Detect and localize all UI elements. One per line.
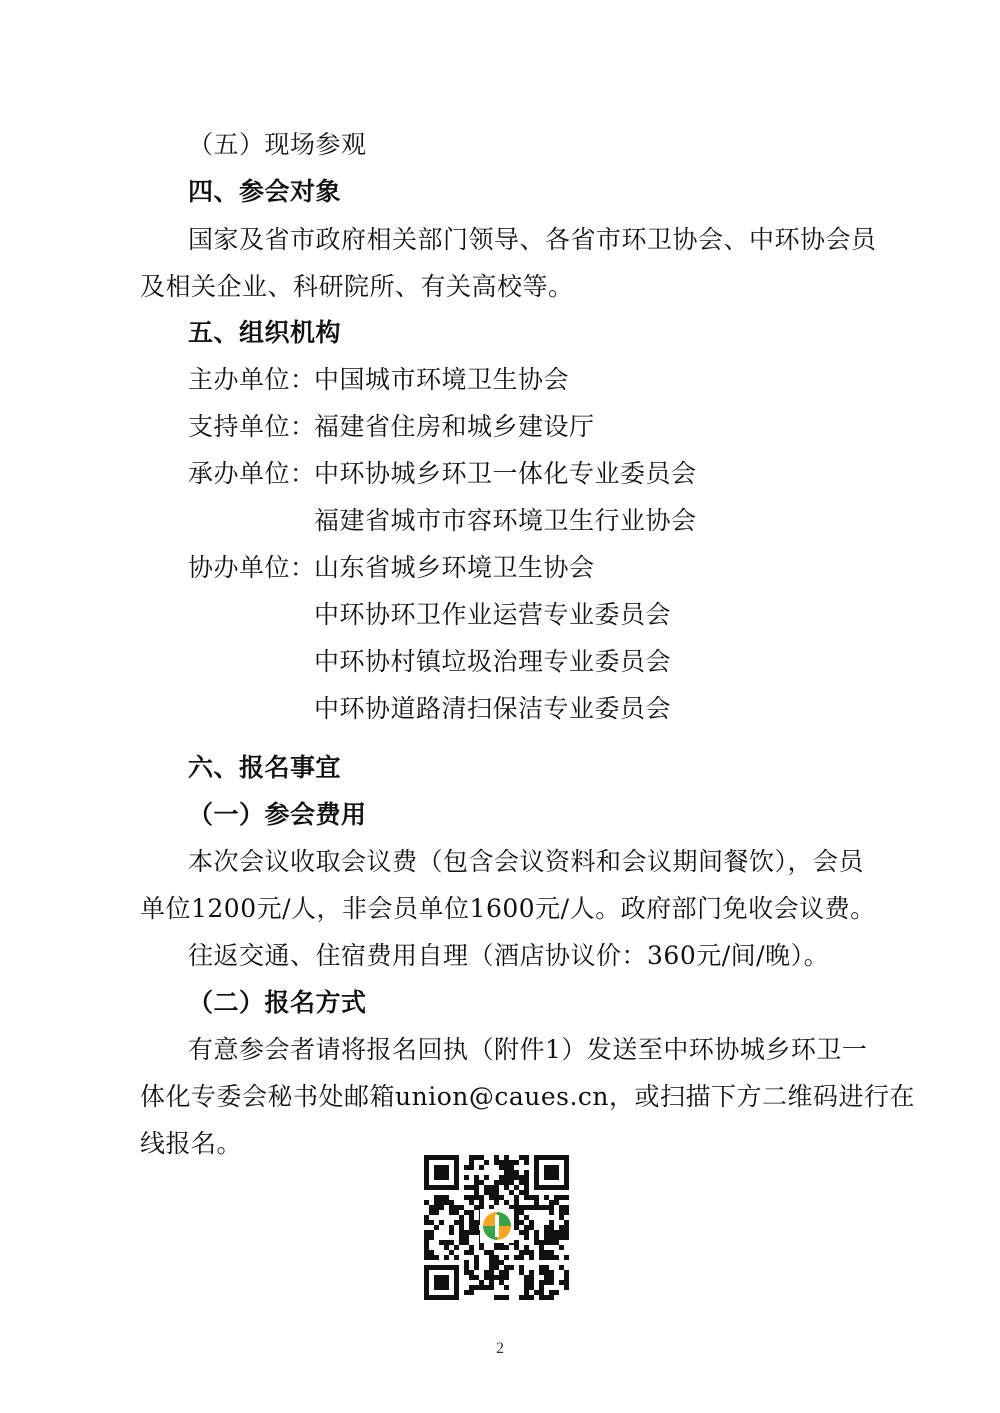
org-co-organizer-4: 中环协道路清扫保洁专业委员会 [314, 694, 672, 723]
org-host-label: 主办单位： [188, 365, 316, 394]
paragraph-fees-line1: 本次会议收取会议费（包含会议资料和会议期间餐饮），会员 [188, 847, 865, 876]
qr-code-icon[interactable] [422, 1153, 572, 1301]
paragraph-participants-line2: 及相关企业、科研院所、有关高校等。 [140, 272, 574, 301]
subsection-registration-method: （二）报名方式 [188, 988, 367, 1017]
org-co-organizer-2: 中环协环卫作业运营专业委员会 [314, 600, 672, 629]
org-host: 中国城市环境卫生协会 [314, 365, 570, 394]
paragraph-fees-line2: 单位1200元/人，非会员单位1600元/人。政府部门免收会议费。 [140, 894, 876, 923]
org-organizer-1: 中环协城乡环卫一体化专业委员会 [314, 459, 697, 488]
paragraph-registration-line2: 体化专委会秘书处邮箱union@caues.cn，或扫描下方二维码进行在 [140, 1082, 916, 1111]
org-co-organizer-1: 山东省城乡环境卫生协会 [314, 553, 595, 582]
paragraph-registration-line1: 有意参会者请将报名回执（附件1）发送至中环协城乡环卫一 [188, 1035, 868, 1064]
org-organizer-2: 福建省城市市容环境卫生行业协会 [314, 506, 697, 535]
heading-participants: 四、参会对象 [188, 177, 342, 206]
subsection-fees: （一）参会费用 [188, 800, 367, 829]
org-support-label: 支持单位： [188, 412, 316, 441]
page-number: 2 [496, 1340, 504, 1357]
paragraph-participants-line1: 国家及省市政府相关部门领导、各省市环卫协会、中环协会员 [188, 225, 877, 254]
paragraph-registration-line3: 线报名。 [140, 1129, 243, 1158]
org-co-organizer-label: 协办单位： [188, 553, 316, 582]
heading-registration: 六、报名事宜 [188, 753, 342, 782]
subsection-site-visit: （五）现场参观 [188, 130, 367, 159]
org-support: 福建省住房和城乡建设厅 [314, 412, 595, 441]
paragraph-travel: 往返交通、住宿费用自理（酒店协议价：360元/间/晚）。 [188, 941, 830, 970]
heading-organization: 五、组织机构 [188, 318, 342, 347]
org-co-organizer-3: 中环协村镇垃圾治理专业委员会 [314, 647, 672, 676]
org-organizer-label: 承办单位： [188, 459, 316, 488]
